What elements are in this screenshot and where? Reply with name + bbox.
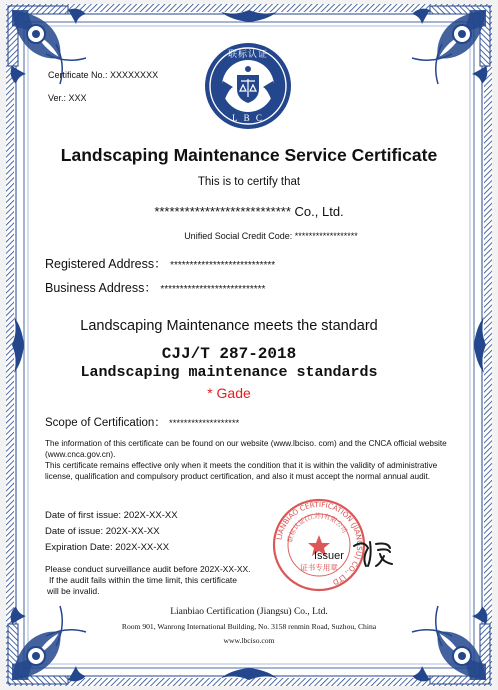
scope-label: Scope of Certification： bbox=[45, 417, 166, 429]
stamp-seal-text: 证书专用章 bbox=[300, 563, 338, 572]
credit-code bbox=[156, 231, 386, 241]
certificate-title: Landscaping Maintenance Service Certificate bbox=[60, 145, 438, 165]
first-issue-date: Date of first issue: 202X-XX-XX bbox=[45, 510, 178, 521]
credit-code-value: ****************** bbox=[294, 231, 358, 241]
certificate-number-value: XXXXXXXX bbox=[110, 70, 159, 80]
business-address-value: *************************** bbox=[160, 284, 266, 295]
registered-address bbox=[45, 254, 275, 272]
audit-note bbox=[45, 564, 251, 597]
logo-top-text: 联标认证 bbox=[227, 49, 268, 59]
certify-line: This is to certify that bbox=[197, 176, 301, 188]
certificate-page bbox=[6, 4, 492, 686]
footer-company: Lianbiao Certification (Jiangsu) Co., Ltd. bbox=[170, 607, 328, 617]
info-paragraph-validity: This certificate remains effective only when it meets the condition that it is within the validity of administrative license, qualification and compulsory product certification, and also it must accept the normal annual audit. bbox=[45, 461, 438, 481]
stamp-inner-text: 联标认证(江苏)有限公司 bbox=[286, 511, 349, 543]
info-block bbox=[45, 438, 453, 482]
company-name: *************************** Co., Ltd. bbox=[154, 204, 344, 219]
audit-note-line-2: If the audit fails within the time limit, this certificate bbox=[49, 575, 238, 585]
issuer-signature bbox=[350, 536, 400, 570]
footer-address: Room 901, Wanrong International Building, No. 3158 renmin Road, Suzhou, China bbox=[121, 622, 377, 631]
footer-website: www.lbciso.com bbox=[223, 636, 275, 645]
logo-bottom-text: L B C bbox=[232, 113, 264, 123]
business-address bbox=[45, 278, 265, 296]
credit-code-label: Unified Social Credit Code: bbox=[184, 231, 293, 241]
lbc-logo bbox=[203, 41, 293, 131]
audit-note-line-3: will be invalid. bbox=[47, 586, 100, 596]
registered-address-label: Registered Address： bbox=[45, 257, 167, 271]
business-address-label: Business Address： bbox=[45, 281, 157, 295]
standard-intro: Landscaping Maintenance meets the standard bbox=[80, 318, 378, 334]
info-paragraph-website: The information of this certificate can be found on our website (www.lbciso. com) and the CNCA official website (www.cnca.gov.cn). bbox=[45, 439, 447, 459]
version-label: Ver.: bbox=[48, 93, 67, 103]
certificate-version bbox=[48, 93, 87, 103]
standard-name: Landscaping maintenance standards bbox=[80, 364, 378, 381]
scope-value: ******************* bbox=[169, 418, 240, 429]
audit-note-line-1: Please conduct surveillance audit before 202X-XX-XX. bbox=[45, 564, 251, 574]
issuer-label: Issuer bbox=[314, 550, 344, 562]
issue-date: Date of issue: 202X-XX-XX bbox=[45, 526, 160, 537]
certificate-number bbox=[48, 70, 158, 80]
dates-block bbox=[45, 508, 178, 556]
certificate-number-label: Certificate No.: bbox=[48, 70, 108, 80]
version-value: XXX bbox=[68, 93, 87, 103]
registered-address-value: *************************** bbox=[170, 260, 276, 271]
stamp-outer-text: LIANBIAO CERTIFICATION (JIANGSU) CO., LTD bbox=[274, 499, 365, 588]
standard-code: CJJ/T 287-2018 bbox=[161, 345, 297, 363]
expiration-date: Expiration Date: 202X-XX-XX bbox=[45, 542, 170, 553]
scope-of-certification bbox=[45, 414, 239, 430]
grade-label: * Gade bbox=[207, 385, 251, 401]
